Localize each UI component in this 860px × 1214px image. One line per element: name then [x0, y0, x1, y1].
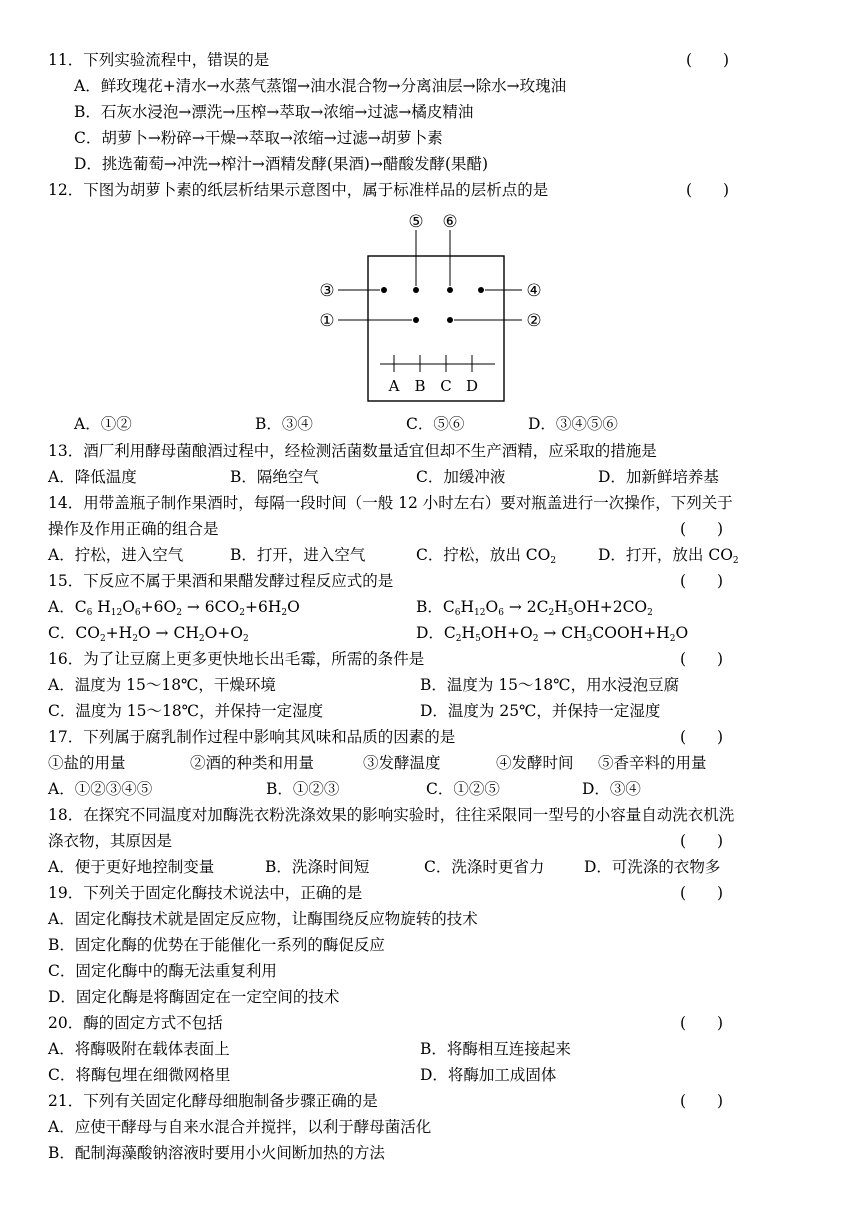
q17-option-b: B．①②③ [266, 780, 340, 798]
q20-option-c: C．将酶包埋在细微网格里 [48, 1066, 231, 1084]
spot-5 [413, 287, 419, 293]
q11-answer-blank: ( ) [686, 51, 730, 69]
q15-option-b: B．$C_6H_{12}O_6 \to 2C_2H_5OH+2CO_2$ [416, 598, 653, 618]
q21-option-b: B．配制海藻酸钠溶液时要用小火间断加热的方法 [48, 1144, 385, 1162]
label-2: ② [526, 311, 542, 331]
q18-stem-line1: 18．在探究不同温度对加酶洗衣粉洗涤效果的影响实验时，往往采限同一型号的小容量自动洗衣机洗 [48, 806, 735, 824]
q19-stem: 19．下列关于固定化酶技术说法中，正确的是 [48, 884, 363, 902]
q17-option-d: D．③④ [582, 780, 641, 798]
q12-answer-blank: ( ) [686, 181, 730, 199]
spot-1 [413, 317, 419, 323]
q20-option-a: A．将酶吸附在载体表面上 [48, 1040, 230, 1058]
q17-factor-4: ④发酵时间 [496, 754, 574, 772]
q18-option-d: D．可洗涤的衣物多 [584, 858, 721, 876]
q14-answer-blank: ( ) [680, 520, 724, 538]
q20-stem: 20．酶的固定方式不包括 [48, 1014, 223, 1032]
q11-option-c: C．胡萝卜→粉碎→干燥→萃取→浓缩→过滤→胡萝卜素 [74, 129, 443, 147]
q21-answer-blank: ( ) [680, 1092, 724, 1110]
q12-option-c: C．⑤⑥ [406, 415, 465, 433]
label-1: ① [319, 311, 335, 331]
q11-option-a: A．鲜玫瑰花+清水→水蒸气蒸馏→油水混合物→分离油层→除水→玫瑰油 [74, 77, 567, 95]
lane-a-label: A [388, 377, 400, 395]
lane-c-label: C [440, 377, 452, 395]
q15-stem: 15．下反应不属于果酒和果醋发酵过程反应式的是 [48, 572, 394, 590]
q17-option-a: A．①②③④⑤ [48, 780, 153, 798]
q17-factor-1: ①盐的用量 [48, 754, 126, 772]
label-5: ⑤ [408, 212, 424, 232]
q13-option-b: B．隔绝空气 [230, 468, 319, 486]
q16-option-d: D．温度为 25℃，并保持一定湿度 [420, 702, 661, 720]
label-3: ③ [319, 281, 335, 301]
q12-option-d: D．③④⑤⑥ [528, 415, 618, 433]
q18-stem-line2: 涤衣物，其原因是 [48, 832, 173, 850]
spot-6 [447, 287, 453, 293]
q14-option-a: A．拧松，进入空气 [48, 546, 184, 564]
q19-option-a: A．固定化酶技术就是固定反应物，让酶围绕反应物旋转的技术 [48, 910, 478, 928]
label-4: ④ [526, 281, 542, 301]
q17-stem: 17．下列属于腐乳制作过程中影响其风味和品质的因素的是 [48, 728, 456, 746]
q12-option-b: B．③④ [255, 415, 313, 433]
q11-option-d: D．挑选葡萄→冲洗→榨汁→酒精发酵(果酒)→醋酸发酵(果醋) [74, 155, 489, 173]
q20-option-d: D．将酶加工成固体 [420, 1066, 557, 1084]
q16-answer-blank: ( ) [680, 650, 724, 668]
q16-option-c: C．温度为 15～18℃，并保持一定湿度 [48, 702, 324, 720]
q19-option-d: D．固定化酶是将酶固定在一定空间的技术 [48, 988, 340, 1006]
q18-answer-blank: ( ) [680, 832, 724, 850]
q20-answer-blank: ( ) [680, 1014, 724, 1032]
q17-factor-3: ③发酵温度 [363, 754, 441, 772]
q17-factor-2: ②酒的种类和用量 [190, 754, 315, 772]
q14-option-d: D．打开，放出 $CO_2$ [598, 546, 739, 566]
q11-stem: 11．下列实验流程中，错误的是 [48, 51, 270, 69]
q21-option-a: A．应使干酵母与自来水混合并搅拌，以利于酵母菌活化 [48, 1118, 432, 1136]
q12-stem: 12．下图为胡萝卜素的纸层析结果示意图中，属于标准样品的层析点的是 [48, 181, 549, 199]
q18-option-a: A．便于更好地控制变量 [48, 858, 215, 876]
q17-option-c: C．①②⑤ [426, 780, 500, 798]
q15-option-d: D．$C_2H_5OH+O_2$ → $CH_3COOH+H_2O$ [416, 624, 689, 644]
label-6: ⑥ [442, 212, 458, 232]
q13-option-d: D．加新鲜培养基 [598, 468, 719, 486]
q11-option-b: B．石灰水浸泡→漂洗→压榨→萃取→浓缩→过滤→橘皮精油 [74, 103, 474, 121]
lane-d-label: D [465, 377, 479, 395]
chromatography-figure [310, 208, 550, 403]
q15-option-c: C．$CO_2+H_2O \to CH_2O+O_2$ [48, 624, 249, 644]
q14-option-c: C．拧松，放出 $CO_2$ [416, 546, 557, 566]
q18-option-c: C．洗涤时更省力 [424, 858, 545, 876]
q19-option-c: C．固定化酶中的酶无法重复利用 [48, 962, 277, 980]
q17-factor-5: ⑤香辛料的用量 [598, 754, 707, 772]
spot-4 [478, 287, 484, 293]
q17-answer-blank: ( ) [680, 728, 724, 746]
q15-option-a: A．$C_6$ $H_{12}O_6+6O_2 \to 6CO_2+6H_2O$ [48, 598, 300, 618]
q20-option-b: B．将酶相互连接起来 [420, 1040, 571, 1058]
q19-option-b: B．固定化酶的优势在于能催化一系列的酶促反应 [48, 936, 385, 954]
q16-option-a: A．温度为 15～18℃，干燥环境 [48, 676, 276, 694]
q13-stem: 13．酒厂利用酵母菌酿酒过程中，经检测活菌数量适宜但却不生产酒精，应采取的措施是 [48, 442, 657, 460]
q15-answer-blank: ( ) [680, 572, 724, 590]
q14-stem-line2: 操作及作用正确的组合是 [48, 520, 219, 538]
q13-option-a: A．降低温度 [48, 468, 137, 486]
q21-stem: 21．下列有关固定化酵母细胞制备步骤正确的是 [48, 1092, 378, 1110]
q18-option-b: B．洗涤时间短 [265, 858, 370, 876]
q12-option-a: A．①② [74, 415, 132, 433]
q16-stem: 16．为了让豆腐上更多更快地长出毛霉，所需的条件是 [48, 650, 425, 668]
q19-answer-blank: ( ) [680, 884, 724, 902]
q14-option-b: B．打开，进入空气 [230, 546, 366, 564]
q16-option-b: B．温度为 15～18℃，用水浸泡豆腐 [420, 676, 680, 694]
q13-option-c: C．加缓冲液 [416, 468, 506, 486]
spot-2 [447, 317, 453, 323]
spot-3 [381, 287, 387, 293]
q14-stem-line1: 14．用带盖瓶子制作果酒时，每隔一段时间（一般 12 小时左右）要对瓶盖进行一次操作，下列关于 [48, 494, 733, 512]
lane-b-label: B [414, 377, 426, 395]
